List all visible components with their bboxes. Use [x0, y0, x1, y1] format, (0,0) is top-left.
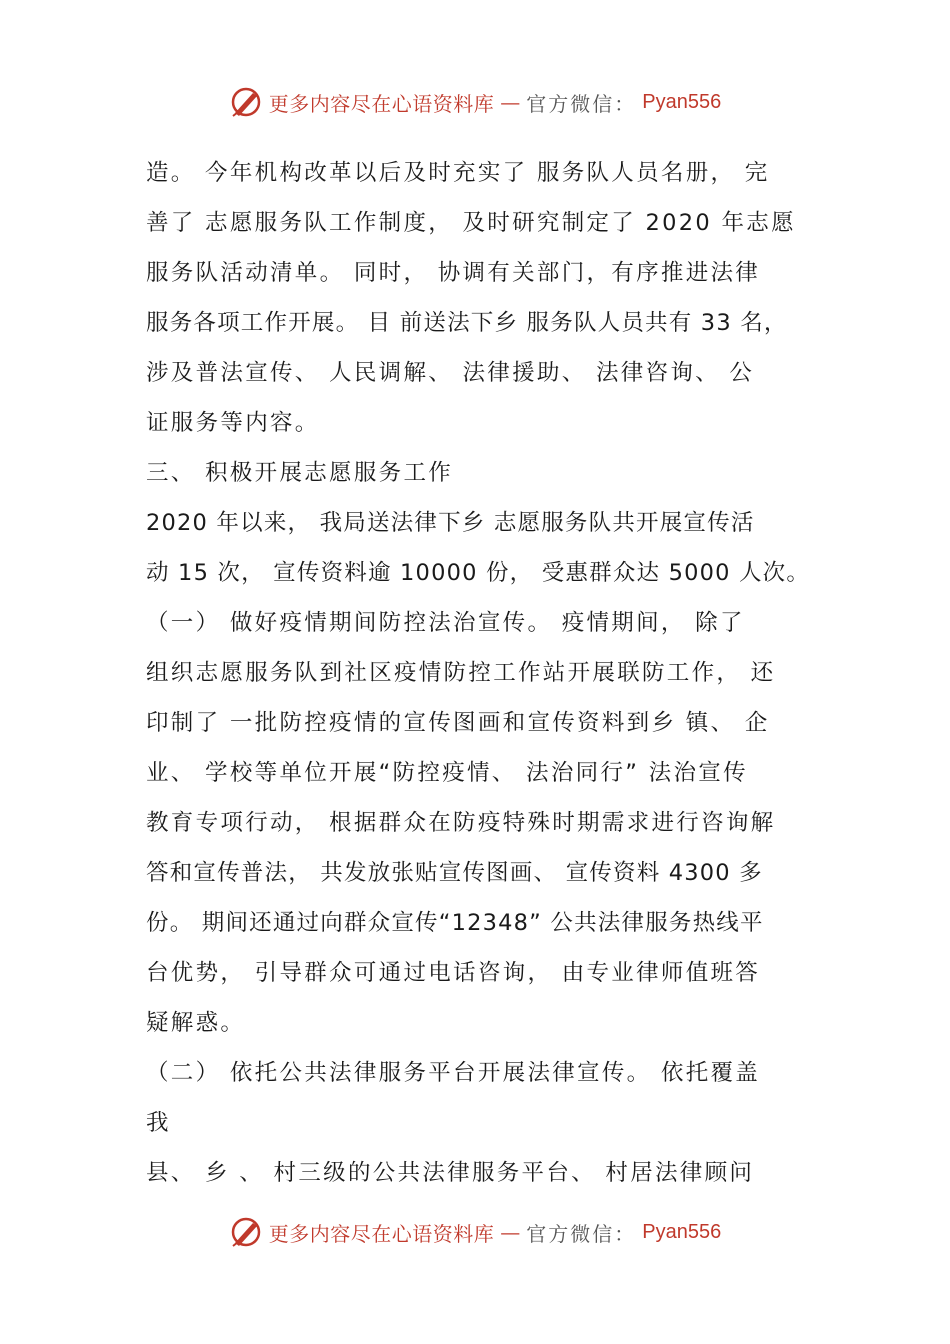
body-line: 2020 年以来， 我局送法律下乡 志愿服务队共开展宣传活 — [146, 510, 755, 536]
body-line: 教育专项行动， 根据群众在防疫特殊时期需求进行咨询解 — [146, 810, 776, 836]
body-line: 印制了 一批防控疫情的宣传图画和宣传资料到乡 镇、 企 — [146, 710, 770, 736]
body-line: 县、 乡 、 村三级的公共法律服务平台、 村居法律顾问 — [146, 1160, 755, 1186]
header-watermark — [0, 82, 950, 122]
pen-circle-logo-icon — [229, 1215, 263, 1249]
subsection-heading-line: （一） 做好疫情期间防控法治宣传。 疫情期间， 除了 — [146, 610, 745, 636]
watermark-brand-text: 更多内容尽在心语资料库 — [268, 91, 495, 116]
section-heading: 三、 积极开展志愿服务工作 — [146, 460, 454, 486]
body-line: 服务队活动清单。 同时， 协调有关部门，有序推进法律 — [146, 260, 761, 286]
watermark-label: 官方微信： — [526, 91, 637, 116]
body-line: 服务各项工作开展。 目 前送法下乡 服务队人员共有 33 名， — [146, 310, 788, 336]
watermark-brand-text: 更多内容尽在心语资料库 — [268, 1221, 495, 1246]
body-line: 答和宣传普法， 共发放张贴宣传图画、 宣传资料 4300 多 — [146, 860, 763, 886]
body-line: 动 15 次， 宣传资料逾 10000 份， 受惠群众达 5000 人次。 — [146, 560, 811, 586]
watermark-id: Pyan556 — [642, 1220, 722, 1243]
body-line: 业、 学校等单位开展“防控疫情、 法治同行” 法治宣传 — [146, 760, 748, 786]
body-line: 疑解惑。 — [146, 1010, 246, 1036]
document-body — [146, 148, 811, 1198]
body-line: 台优势， 引导群众可通过电话咨询， 由专业律师值班答 — [146, 960, 761, 986]
watermark-dash: — — [500, 90, 521, 114]
body-line: 造。 今年机构改革以后及时充实了 服务队人员名册， 完 — [146, 160, 770, 186]
watermark-dash: — — [500, 1220, 521, 1244]
watermark-id: Pyan556 — [642, 90, 722, 113]
body-line: 份。 期间还通过向群众宣传“12348” 公共法律服务热线平 — [146, 910, 764, 936]
body-line: 组织志愿服务队到社区疫情防控工作站开展联防工作， 还 — [146, 660, 776, 686]
subsection-heading-line: （二） 依托公共法律服务平台开展法律宣传。 依托覆盖 — [146, 1060, 761, 1086]
body-line: 善了 志愿服务队工作制度， 及时研究制定了 2020 年志愿 — [146, 210, 796, 236]
body-line: 涉及普法宣传、 人民调解、 法律援助、 法律咨询、 公 — [146, 360, 755, 386]
pen-circle-logo-icon — [229, 85, 263, 119]
body-line: 我 — [146, 1110, 171, 1136]
footer-watermark — [0, 1212, 950, 1252]
watermark-label: 官方微信： — [526, 1221, 637, 1246]
body-line: 证服务等内容。 — [146, 410, 320, 436]
